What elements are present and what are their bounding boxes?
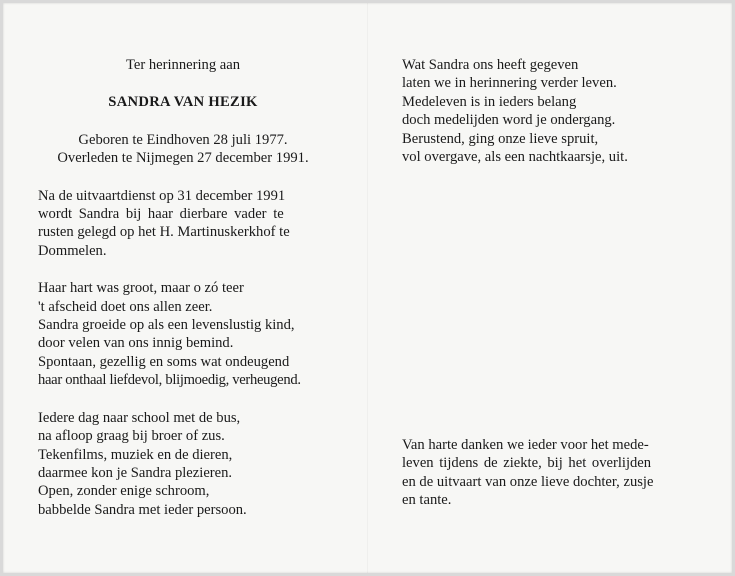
poem-line: door velen van ons innig bemind. [38,335,234,352]
poem-line: daarmee kon je Sandra plezieren. [38,464,233,481]
funeral-line: Na de uitvaartdienst op 31 december 1991 [38,187,286,204]
card-fold [367,3,368,573]
funeral-line: wordt Sandra bij haar dierbare vader te [38,206,284,223]
closing-poem [402,56,702,166]
poem-line: laten we in herinnering verder leven. [402,75,617,92]
poem-line: Sandra groeide op als een levenslustig kind, [38,317,295,334]
poem-line: Spontaan, gezellig en soms wat ondeugend [38,353,290,370]
left-panel [38,56,328,519]
thanks-line: en tante. [402,492,452,509]
poem-line: Iedere dag naar school met de bus, [38,409,241,426]
poem-stanza-2 [38,409,328,519]
poem-line: Berustend, ging onze lieve spruit, [402,130,599,147]
poem-line: 't afscheid doet ons allen zeer. [38,298,213,315]
poem-line: Tekenfilms, muziek en de dieren, [38,446,233,463]
thanks-line: Van harte danken we ieder voor het mede- [402,437,649,453]
poem-line: Wat Sandra ons heeft gegeven [402,57,579,73]
funeral-line: rusten gelegd op het H. Martinuskerkhof te [38,224,290,241]
poem-line: na afloop graag bij broer of zus. [38,428,225,445]
birth-line: Geboren te Eindhoven 28 juli 1977. [78,131,288,148]
intro-text: Ter herinnering aan [125,57,241,73]
poem-line: Haar hart was groot, maar o zó teer [38,280,244,297]
thanks-paragraph [402,436,690,510]
poem-line: doch medelijden word je ondergang. [402,112,616,129]
poem-line: vol overgave, als een nachtkaarsje, uit. [402,149,628,166]
poem-stanza-1 [38,279,328,389]
thanks-line: leven tijdens de ziekte, bij het overlijden [402,455,652,472]
poem-line: haar onthaal liefdevol, blijmoedig, verheugend. [38,372,301,389]
death-line: Overleden te Nijmegen 27 december 1991. [57,150,309,167]
right-panel [402,56,702,166]
funeral-paragraph [38,187,328,261]
poem-line: babbelde Sandra met ieder persoon. [38,501,247,518]
deceased-name: SANDRA VAN HEZIK [108,94,258,111]
funeral-line: Dommelen. [38,242,107,259]
thanks-line: en de uitvaart van onze lieve dochter, zusje [402,473,654,490]
poem-line: Open, zonder enige schroom, [38,483,210,500]
birth-death-block [38,131,328,168]
poem-line: Medeleven is in ieders belang [402,93,577,110]
